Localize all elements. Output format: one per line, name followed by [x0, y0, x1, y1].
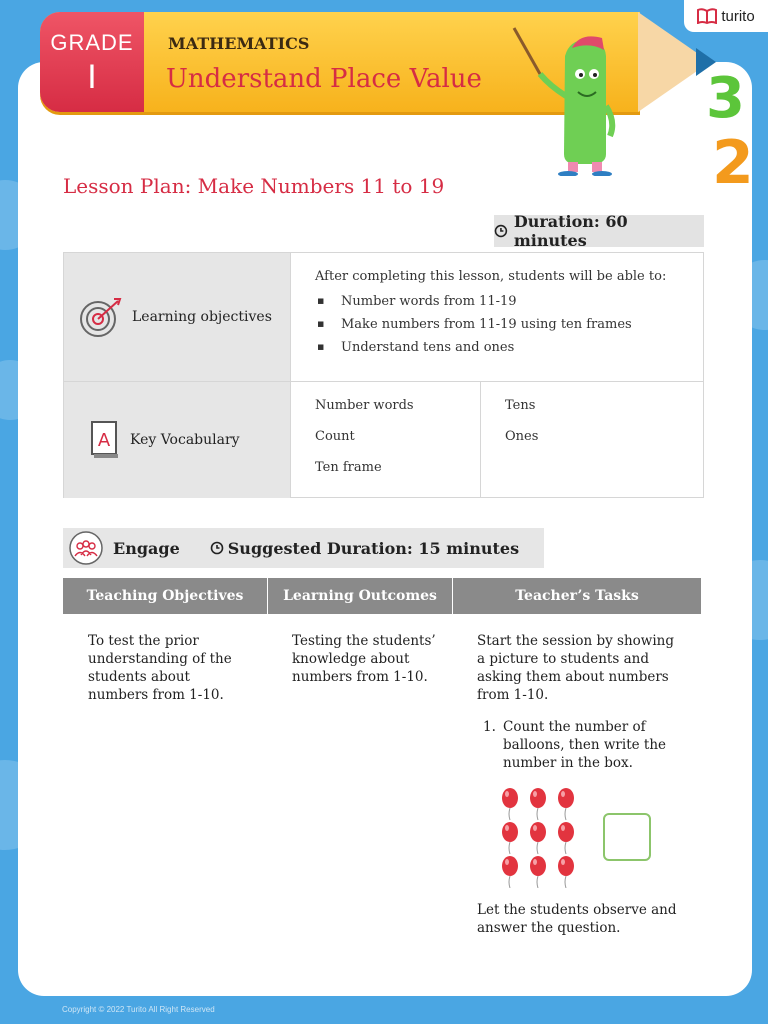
balloon-icon — [530, 856, 546, 888]
decor-digit-two: 2 — [712, 128, 754, 198]
engage-label: Engage — [113, 538, 180, 558]
logo-text: turito — [721, 7, 755, 25]
vocabulary-term: Count — [315, 429, 355, 444]
engage-bar — [63, 528, 544, 568]
lesson-title: Lesson Plan: Make Numbers 11 to 19 — [63, 174, 445, 198]
grade-badge — [40, 12, 144, 112]
group-icon — [67, 529, 105, 567]
objectives-content — [290, 253, 704, 381]
turito-logo[interactable] — [684, 0, 768, 32]
page-title: Understand Place Value — [166, 64, 482, 94]
vocabulary-book-icon — [90, 420, 120, 460]
vocabulary-term: Tens — [505, 398, 536, 413]
objectives-label: Learning objectives — [132, 309, 272, 325]
vocabulary-label: Key Vocabulary — [130, 432, 240, 448]
duration-badge — [494, 212, 704, 250]
balloon-icon — [558, 856, 574, 888]
vocabulary-label-cell — [64, 381, 290, 498]
teacher-tasks-cell — [477, 632, 677, 772]
task-step-text: Count the number of balloons, then write the number in the box. — [503, 719, 667, 771]
duration-text: Duration: 60 minutes — [513, 212, 628, 250]
vocabulary-column-2 — [480, 381, 704, 498]
balloon-grid — [500, 788, 590, 888]
engage-duration-text: Suggested Duration: 15 minutes — [227, 538, 520, 558]
balloon-icon — [502, 788, 518, 820]
vocabulary-column-1 — [290, 381, 480, 498]
learning-outcome-text: Testing the students’ knowledge about numbers from 1-10. — [292, 633, 436, 685]
vocabulary-term: Number words — [315, 398, 414, 413]
header-teachers-tasks: Teacher’s Tasks — [515, 588, 639, 604]
objectives-label-cell — [64, 253, 290, 381]
balloon-icon — [558, 788, 574, 820]
clock-icon — [210, 541, 224, 555]
decor-digit-three: 3 — [706, 66, 745, 131]
task-step-number: 1. — [483, 719, 496, 735]
number-one-mascot — [510, 26, 630, 176]
objective-item: ▪ Make numbers from 11-19 using ten frames — [315, 317, 680, 332]
balloon-icon — [502, 822, 518, 854]
header-learning-outcomes: Learning Outcomes — [268, 578, 453, 614]
vocabulary-term: Ones — [505, 429, 539, 444]
copyright: Copyright © 2022 Turito All Right Reserved — [62, 1005, 215, 1014]
answer-box[interactable] — [603, 813, 651, 861]
closing-instruction: Let the students observe and answer the question. — [477, 902, 677, 936]
teaching-objective-text: To test the prior understanding of the students about numbers from 1-10. — [88, 633, 232, 703]
task-table-header — [63, 578, 701, 614]
target-icon — [78, 295, 122, 339]
vocabulary-term: Ten frame — [315, 460, 382, 475]
balloon-icon — [502, 856, 518, 888]
balloon-icon — [558, 822, 574, 854]
task-intro: Start the session by showing a picture to students and asking them about numbers from 1-10. — [477, 633, 675, 703]
objectives-table — [63, 252, 704, 498]
grade-word: GRADE — [50, 30, 134, 55]
balloon-icon — [530, 822, 546, 854]
grade-number: I — [87, 58, 97, 96]
objective-item: ▪ Understand tens and ones — [315, 340, 680, 355]
header-teaching-objectives: Teaching Objectives — [63, 578, 268, 614]
subject-label: MATHEMATICS — [168, 34, 310, 53]
svg-text:A: A — [97, 430, 111, 451]
engage-duration — [210, 539, 519, 558]
clock-icon — [494, 224, 508, 238]
balloon-icon — [530, 788, 546, 820]
objectives-intro: After completing this lesson, students will be able to: — [315, 269, 667, 284]
task-step — [477, 718, 677, 772]
book-icon — [697, 8, 717, 24]
objectives-list — [315, 294, 680, 355]
objective-item: ▪ Number words from 11-19 — [315, 294, 680, 309]
